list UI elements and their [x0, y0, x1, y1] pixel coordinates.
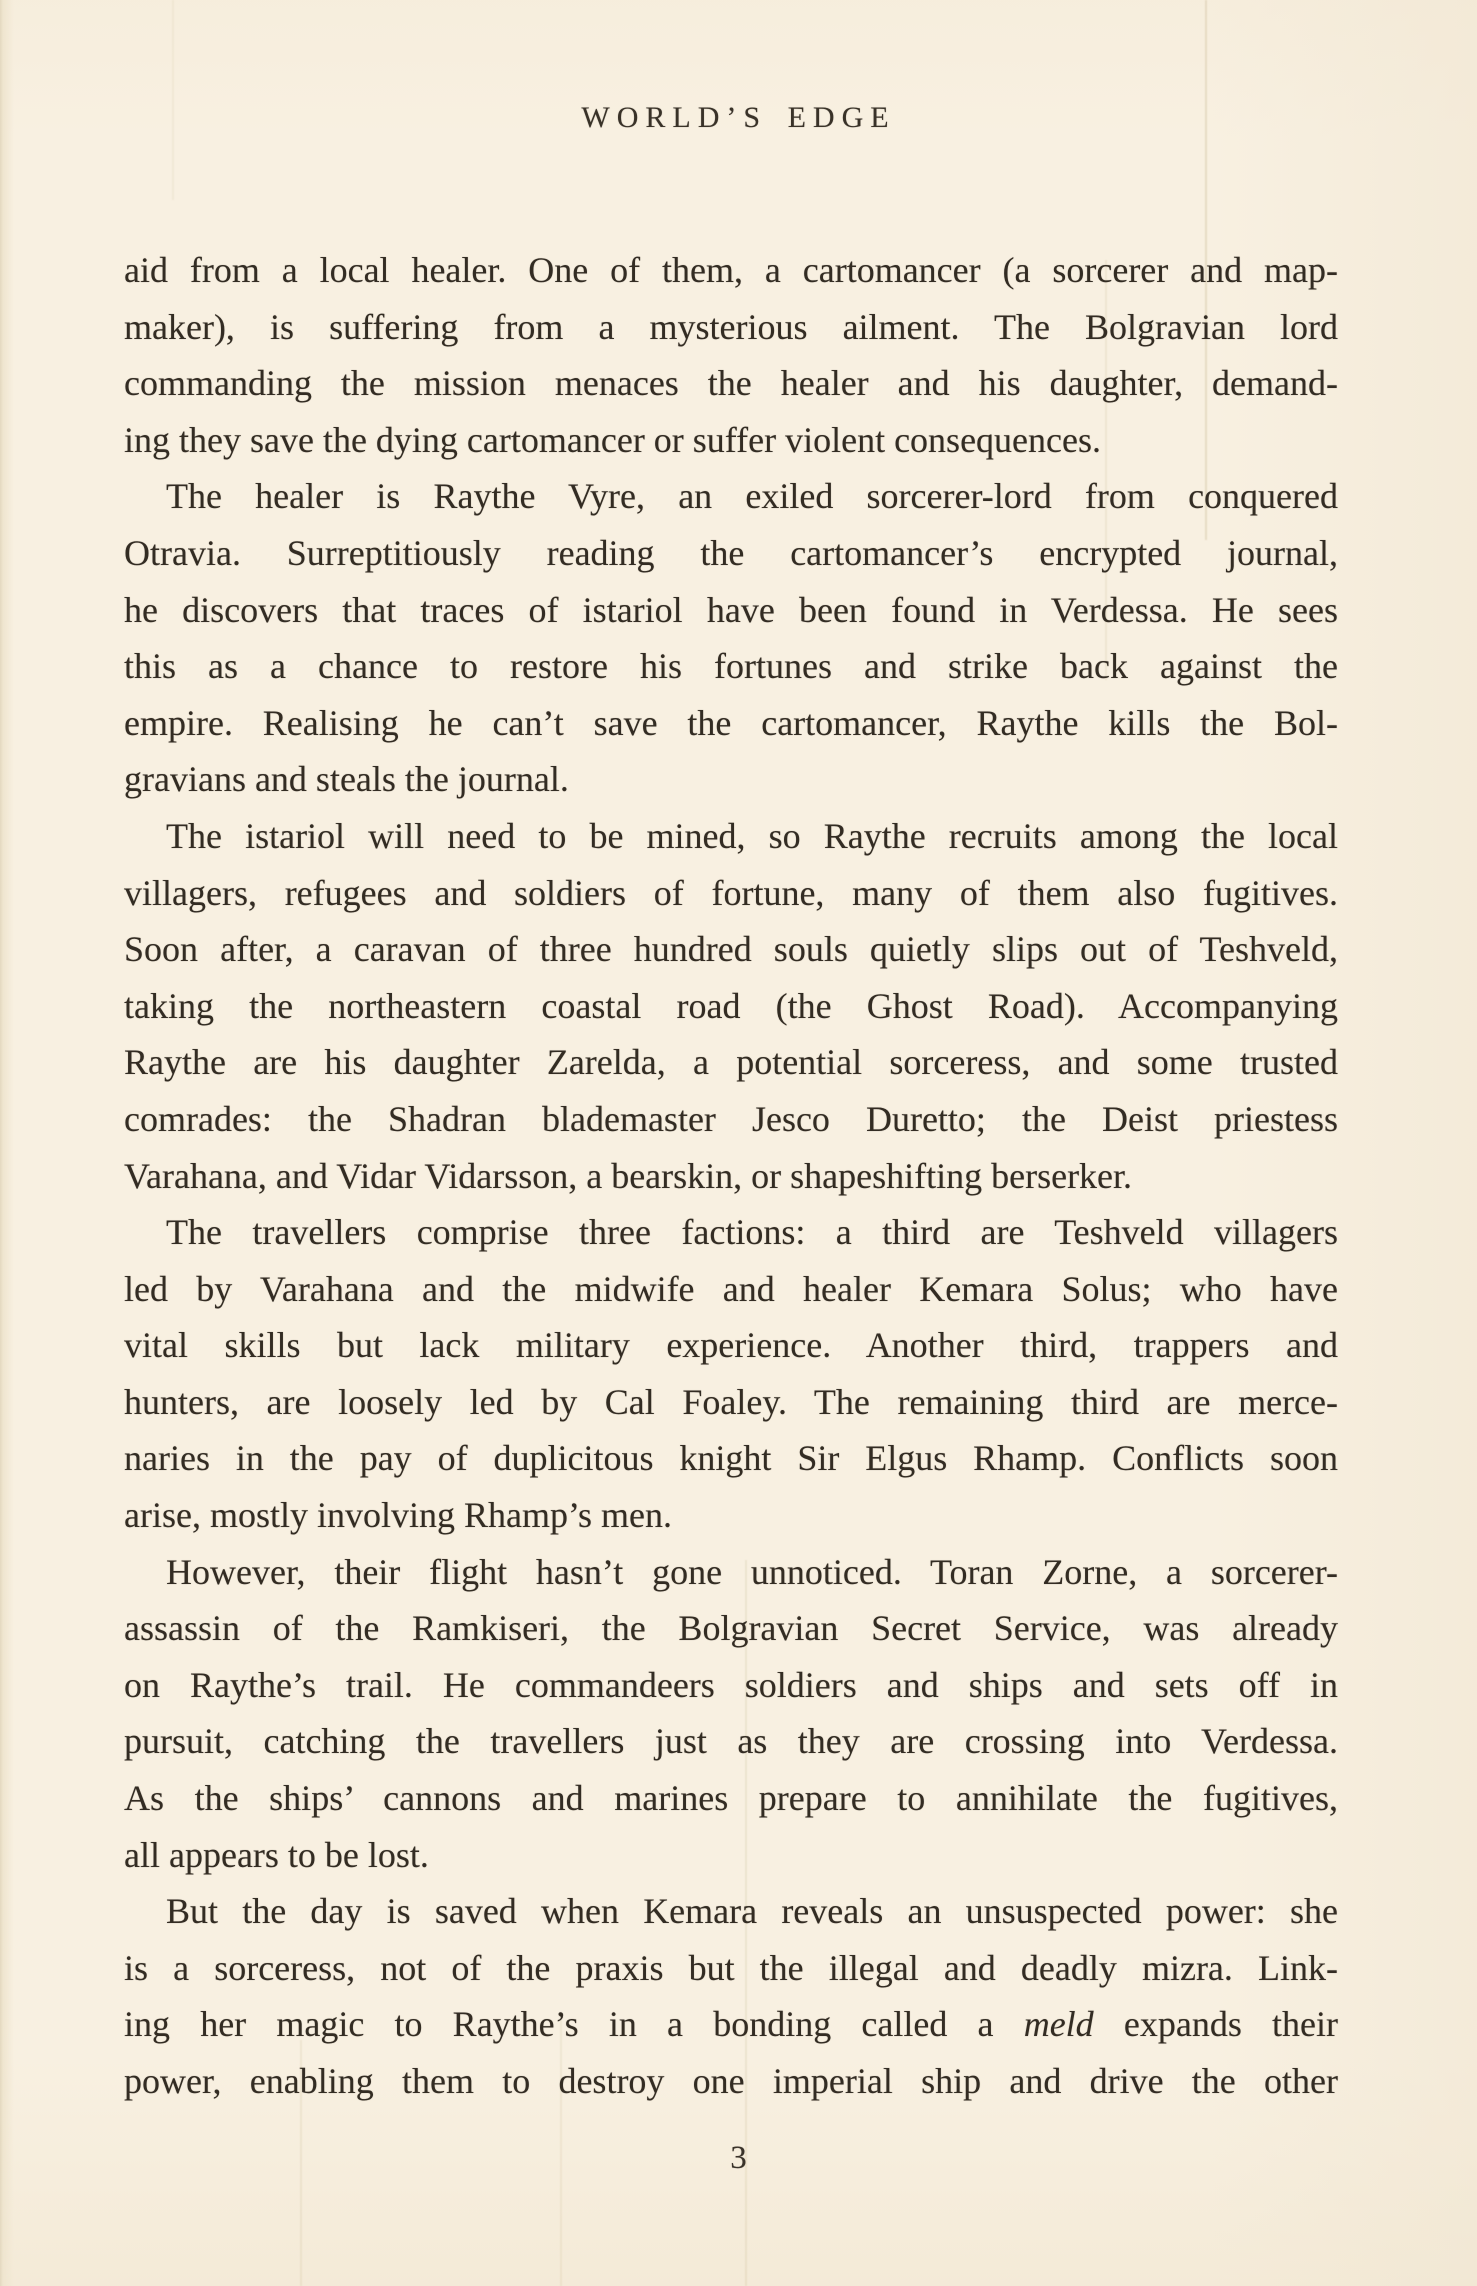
- text-line: [124, 299, 1338, 356]
- text-segment: comrades: the Shadran blademaster Jesco Duretto; the Deist priestess: [124, 1098, 1338, 1139]
- text-segment: maker), is suffering from a mysterious ailment. The Bolgravian lord: [124, 306, 1338, 347]
- text-segment: assassin of the Ramkiseri, the Bolgravian Secret Service, was already: [124, 1608, 1338, 1649]
- italic-text: meld: [1023, 2004, 1094, 2045]
- text-line: [124, 242, 1338, 299]
- text-segment: Otravia. Surreptitiously reading the cartomancer’s encrypted journal,: [124, 532, 1338, 573]
- text-line: [124, 1204, 1338, 1261]
- text-segment: is a sorceress, not of the praxis but the illegal and deadly mizra. Link-: [124, 1947, 1338, 1988]
- text-segment: on Raythe’s trail. He commandeers soldiers and ships and sets off in: [124, 1664, 1338, 1705]
- text-line: [124, 978, 1338, 1035]
- text-line: [124, 1883, 1338, 1940]
- text-line: [124, 1374, 1338, 1431]
- paragraph: [124, 1544, 1338, 1884]
- text-segment: But the day is saved when Kemara reveals an unsuspected power: she: [166, 1891, 1338, 1932]
- text-line: [124, 638, 1338, 695]
- text-line: [124, 468, 1338, 525]
- text-segment: As the ships’ cannons and marines prepare to annihilate the fugitives,: [124, 1778, 1338, 1819]
- text-segment: However, their flight hasn’t gone unnoticed. Toran Zorne, a sorcerer-: [166, 1551, 1338, 1592]
- text-line: [124, 1940, 1338, 1997]
- text-line: [124, 1827, 1338, 1884]
- text-line: [124, 865, 1338, 922]
- text-segment: The travellers comprise three factions: a third are Teshveld villagers: [166, 1212, 1338, 1253]
- text-segment: hunters, are loosely led by Cal Foaley. The remaining third are merce-: [124, 1381, 1338, 1422]
- running-header: WORLD’S EDGE: [581, 101, 896, 134]
- text-line: [124, 1091, 1338, 1148]
- text-segment: led by Varahana and the midwife and healer Kemara Solus; who have: [124, 1268, 1338, 1309]
- text-line: [124, 1600, 1338, 1657]
- text-segment: this as a chance to restore his fortunes and strike back against the: [124, 646, 1338, 687]
- text-segment: gravians and steals the journal.: [124, 759, 569, 800]
- text-segment: he discovers that traces of istariol have been found in Verdessa. He sees: [124, 589, 1338, 630]
- text-segment: pursuit, catching the travellers just as they are crossing into Verdessa.: [124, 1721, 1338, 1762]
- text-line: [124, 808, 1338, 865]
- text-line: [124, 1713, 1338, 1770]
- text-line: [124, 1770, 1338, 1827]
- text-line: [124, 751, 1338, 808]
- text-segment: ing her magic to Raythe’s in a bonding called a: [124, 2004, 1024, 2045]
- text-line: [124, 525, 1338, 582]
- text-segment: villagers, refugees and soldiers of fortune, many of them also fugitives.: [124, 872, 1338, 913]
- text-segment: power, enabling them to destroy one imperial ship and drive the other: [124, 2061, 1338, 2101]
- text-segment: commanding the mission menaces the healer and his daughter, demand-: [124, 363, 1338, 404]
- text-segment: aid from a local healer. One of them, a cartomancer (a sorcerer and map-: [124, 250, 1338, 290]
- page-number: 3: [730, 2140, 747, 2176]
- paragraph: [124, 808, 1338, 1204]
- text-segment: Varahana, and Vidar Vidarsson, a bearskin, or shapeshifting berserker.: [124, 1155, 1133, 1196]
- text-segment: Raythe are his daughter Zarelda, a potential sorceress, and some trusted: [124, 1042, 1338, 1083]
- text-line: [124, 1430, 1338, 1487]
- text-segment: taking the northeastern coastal road (the Ghost Road). Accompanying: [124, 985, 1338, 1026]
- text-line: [124, 582, 1338, 639]
- text-segment: The istariol will need to be mined, so Raythe recruits among the local: [166, 815, 1338, 856]
- text-line: [124, 1034, 1338, 1091]
- text-segment: ing they save the dying cartomancer or suffer violent consequences.: [124, 419, 1101, 460]
- text-line: [124, 2053, 1338, 2110]
- text-line: [124, 695, 1338, 752]
- text-segment: Soon after, a caravan of three hundred souls quietly slips out of Teshveld,: [124, 929, 1338, 970]
- text-line: [124, 355, 1338, 412]
- paragraph: [124, 1204, 1338, 1544]
- text-line: [124, 1657, 1338, 1714]
- body-text: [124, 242, 1338, 2110]
- text-segment: vital skills but lack military experience. Another third, trappers and: [124, 1325, 1338, 1366]
- text-segment: naries in the pay of duplicitous knight Sir Elgus Rhamp. Conflicts soon: [124, 1438, 1338, 1479]
- paragraph: [124, 468, 1338, 808]
- text-segment: all appears to be lost.: [124, 1834, 429, 1875]
- paragraph: [124, 242, 1338, 468]
- text-line: [124, 412, 1338, 469]
- text-line: [124, 1996, 1338, 2053]
- text-segment: The healer is Raythe Vyre, an exiled sorcerer-lord from conquered: [166, 476, 1338, 517]
- text-line: [124, 921, 1338, 978]
- text-line: [124, 1317, 1338, 1374]
- text-segment: arise, mostly involving Rhamp’s men.: [124, 1495, 672, 1536]
- text-segment: empire. Realising he can’t save the cartomancer, Raythe kills the Bol-: [124, 702, 1338, 743]
- paragraph: [124, 1883, 1338, 2109]
- text-line: [124, 1148, 1338, 1205]
- text-line: [124, 1544, 1338, 1601]
- text-line: [124, 1261, 1338, 1318]
- text-line: [124, 1487, 1338, 1544]
- text-segment: expands their: [1093, 2004, 1338, 2045]
